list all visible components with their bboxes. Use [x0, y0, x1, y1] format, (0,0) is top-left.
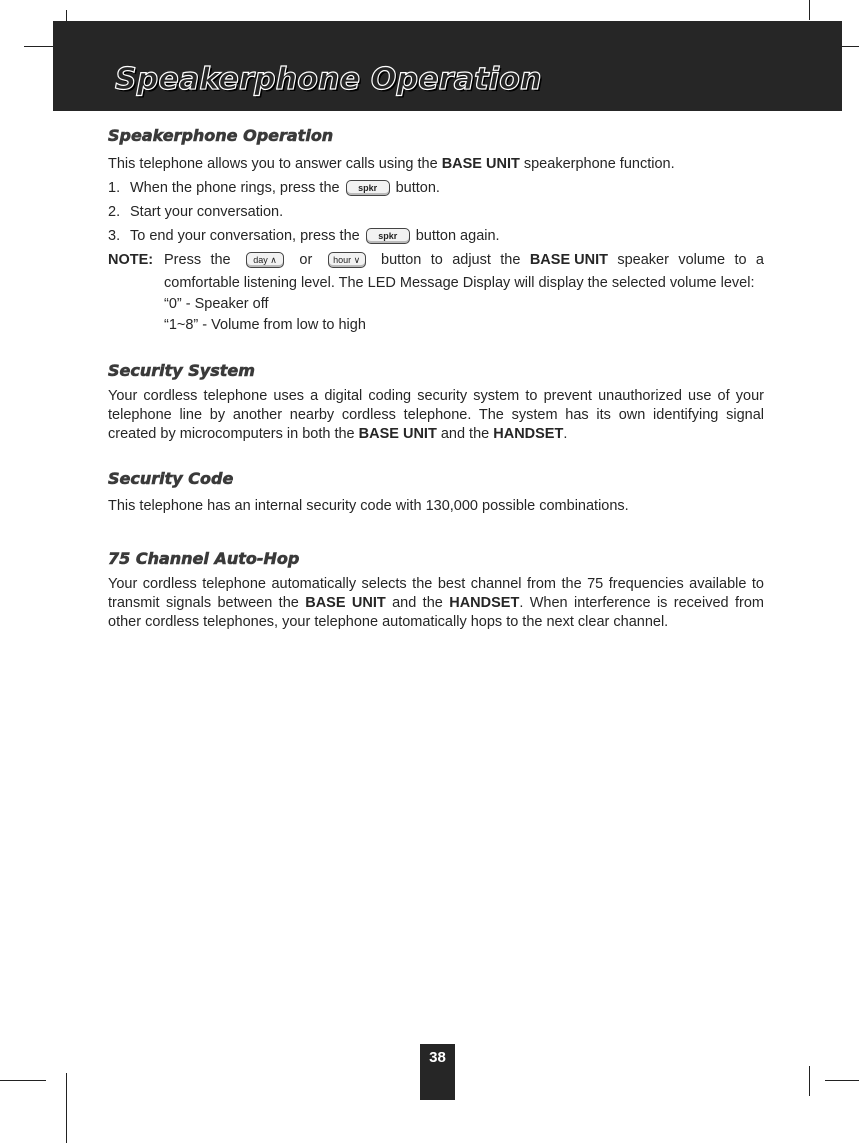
spkr-key-icon: spkr	[346, 180, 390, 196]
bold-handset: HANDSET	[449, 595, 520, 611]
crop-mark	[66, 1073, 67, 1143]
note-word: to	[430, 251, 443, 268]
intro-text: This telephone allows you to answer calls using the	[108, 156, 442, 172]
step-2	[108, 200, 764, 224]
day-up-key-icon: day ∧	[246, 252, 284, 268]
page-title: Speakerphone Operation	[115, 62, 542, 97]
bold-base-unit: BASE UNIT	[358, 426, 437, 442]
section-heading-auto-hop: 75 Channel Auto-Hop	[108, 549, 300, 568]
crop-mark	[809, 0, 810, 20]
note-word: speaker	[617, 251, 669, 268]
spkr-key-icon: spkr	[366, 228, 410, 244]
step-3	[108, 224, 764, 248]
note-word: button	[381, 251, 422, 268]
section-heading-security-code: Security Code	[108, 469, 234, 488]
note-bold: BASE UNIT	[529, 251, 608, 268]
page-number	[420, 1044, 455, 1100]
note-text	[164, 251, 764, 270]
step-text: When the phone rings, press the	[130, 179, 340, 196]
paragraph-text: Your cordless telephone automatically selects the best channel from the 75 frequencies available to transmit signals between the	[108, 576, 764, 611]
bold-base-unit: BASE UNIT	[305, 595, 386, 611]
crop-mark	[842, 46, 859, 47]
page-number-text: 38	[429, 1049, 446, 1066]
note-word: volume	[678, 251, 726, 268]
note-line	[108, 248, 764, 272]
crop-mark	[825, 1080, 859, 1081]
paragraph-text: and the	[436, 426, 494, 442]
intro-bold: BASE UNIT	[441, 156, 520, 172]
step-text-end: button again.	[415, 227, 500, 244]
section-heading-security-system: Security System	[108, 361, 255, 380]
security-system-paragraph	[108, 387, 764, 444]
crop-mark	[24, 46, 54, 47]
note-label: NOTE:	[108, 251, 154, 268]
step-number: 3.	[108, 227, 121, 244]
step-text: Start your conversation.	[130, 203, 284, 220]
auto-hop-paragraph	[108, 575, 764, 632]
security-code-paragraph: This telephone has an internal security code with 130,000 possible combinations.	[108, 498, 629, 514]
note-word: to	[734, 251, 747, 268]
step-text: To end your conversation, press the	[130, 227, 360, 244]
note-word: the	[210, 251, 231, 268]
note-continuation: comfortable listening level. The LED Message Display will display the selected volume level:	[164, 275, 755, 291]
content	[108, 125, 764, 632]
note-word: a	[755, 251, 764, 268]
note-word: the	[500, 251, 521, 268]
paragraph-text: and the	[385, 595, 450, 611]
paragraph-text: .	[563, 426, 568, 442]
note-word: Press	[164, 251, 202, 268]
step-number: 1.	[108, 179, 121, 196]
hour-down-key-icon: hour ∨	[328, 252, 366, 268]
volume-level-1-8: “1~8” - Volume from low to high	[164, 317, 366, 333]
section-heading-speakerphone: Speakerphone Operation	[108, 126, 334, 145]
note-word: or	[299, 251, 313, 268]
crop-mark	[809, 1066, 810, 1096]
intro-paragraph	[108, 155, 764, 174]
volume-level-0: “0” - Speaker off	[164, 296, 269, 312]
bold-handset: HANDSET	[493, 426, 564, 442]
crop-mark	[0, 1080, 46, 1081]
step-1	[108, 176, 764, 200]
step-text-end: button.	[395, 179, 440, 196]
note-word: adjust	[452, 251, 491, 268]
step-number: 2.	[108, 203, 121, 220]
paragraph-text: Your cordless telephone uses a digital coding security system to prevent unauthorized use of your telephone line by another nearby cordless telephone. The system has its own identifying signal created by microcomputers in both the	[108, 388, 764, 442]
intro-text-end: speakerphone function.	[519, 156, 675, 172]
paragraph-text: . When interference is received from other cordless telephones, your telephone automatically hops to the next clear channel.	[108, 595, 764, 630]
